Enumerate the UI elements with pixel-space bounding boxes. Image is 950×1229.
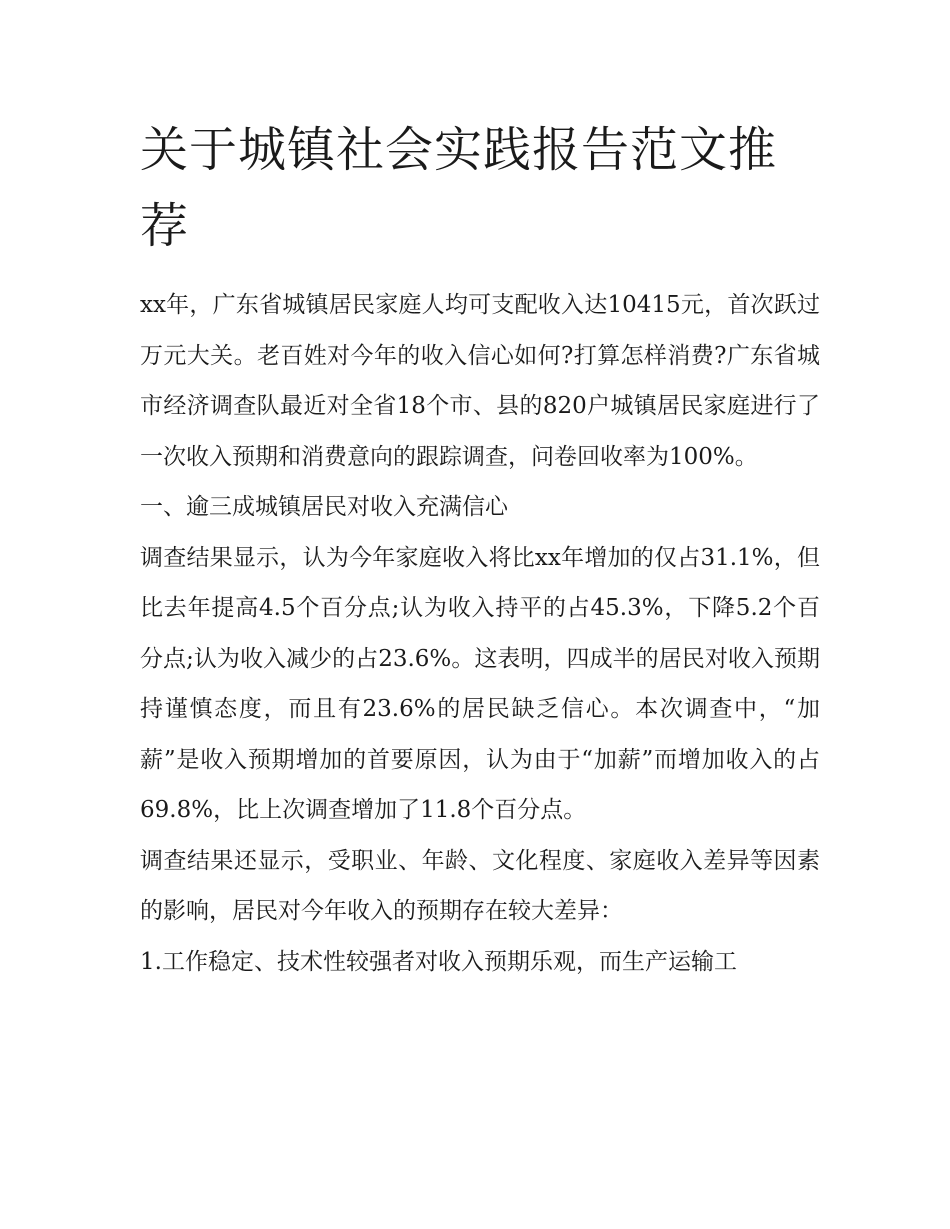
document-body xyxy=(140,280,820,987)
paragraph-differences: 调查结果还显示，受职业、年龄、文化程度、家庭收入差异等因素的影响，居民对今年收入的预期存在较大差异： xyxy=(140,847,820,924)
list-item-1: 1.工作稳定、技术性较强者对收入预期乐观，而生产运输工 xyxy=(140,948,737,975)
section-heading: 一、逾三成城镇居民对收入充满信心 xyxy=(140,494,508,520)
paragraph-survey-results: 调查结果显示，认为今年家庭收入将比xx年增加的仅占31.1%，但比去年提高4.5个百分点;认为收入持平的占45.3%，下降5.2个百分点;认为收入减少的占23.6%。这表明，四成半的居民对收入预期持谨慎态度，而且有23.6%的居民缺乏信心。本次调查中，“加薪”是收入预期增加的首要原因，认为由于“加薪”而增加收入的占69.8%，比上次调查增加了11.8个百分点。 xyxy=(140,544,820,823)
paragraph-intro: xx年，广东省城镇居民家庭人均可支配收入达10415元，首次跃过万元大关。老百姓对今年的收入信心如何?打算怎样消费?广东省城市经济调查队最近对全省18个市、县的820户城镇居民家庭进行了一次收入预期和消费意向的跟踪调查，问卷回收率为100%。 xyxy=(140,292,820,470)
document-page xyxy=(140,112,820,987)
document-title: 关于城镇社会实践报告范文推荐 xyxy=(140,122,778,254)
